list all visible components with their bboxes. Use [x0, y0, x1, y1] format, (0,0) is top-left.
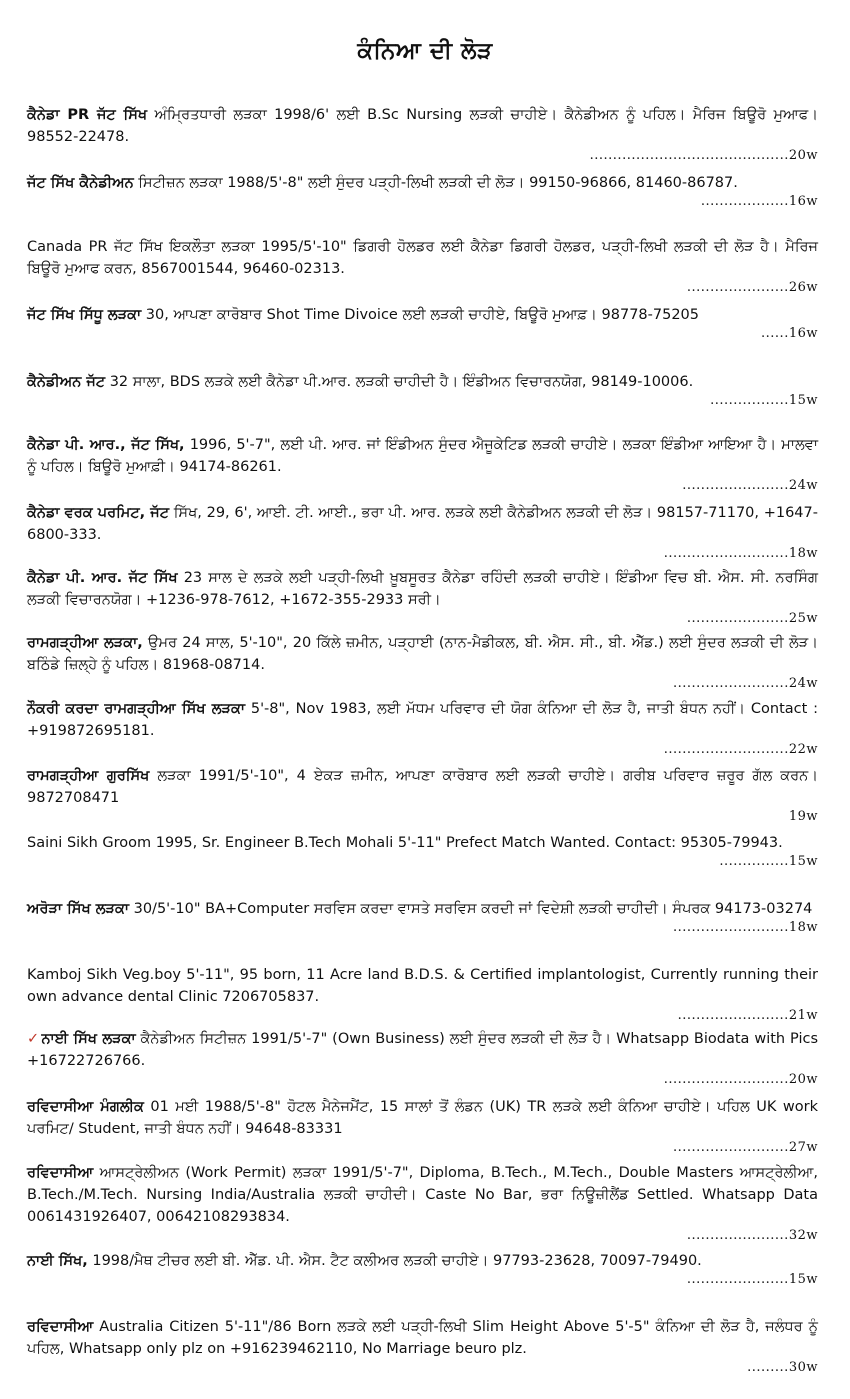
ad-code: ......................32w	[686, 1228, 818, 1243]
ad-code: .........30w	[747, 1360, 818, 1375]
ad-19	[27, 1316, 818, 1376]
ad-4	[27, 304, 818, 342]
ad-code: ...........................18w	[663, 546, 818, 561]
ad-10	[27, 698, 818, 758]
ad-text	[27, 371, 818, 393]
ad-text	[27, 632, 818, 676]
ad-lead: ਕੈਨੇਡਾ PR ਜੱਟ ਸਿੱਖ	[27, 107, 148, 123]
checkmark-icon: ✓	[27, 1031, 40, 1047]
ad-body: 1996, 5'-7", ਲਈ ਪੀ. ਆਰ. ਜਾਂ ਇੰਡੀਅਨ ਸੁੰਦਰ ਐਜੂਕੇਟਿਡ ਲੜਕੀ ਚਾਹੀਏ। ਲੜਕਾ ਇੰਡੀਆ ਆਇਆ ਹੈ। ਮਾਲਵਾ ਨੂੰ ਪਹਿਲ। ਬਿਊਰੋ ਮੁਆਫ਼ੀ। 94174-86261.	[27, 437, 819, 475]
ad-body: Canada PR ਜੱਟ ਸਿੱਖ ਇਕਲੌਤਾ ਲੜਕਾ 1995/5'-10" ਡਿਗਰੀ ਹੋਲਡਰ ਲਈ ਕੈਨੇਡਾ ਡਿਗਰੀ ਹੋਲਡਰ, ਪੜ੍ਹੀ-ਲਿਖੀ ਲੜਕੀ ਦੀ ਲੋੜ ਹੈ। ਮੈਰਿਜ ਬਿਊਰੋ ਮੁਆਫ ਕਰਨ, 8567001544, 96460-02313.	[27, 239, 818, 277]
ad-lead: ਕੈਨੇਡਾ ਵਰਕ ਪਰਮਿਟ, ਜੱਟ	[27, 505, 170, 521]
ad-code: .........................24w	[673, 676, 818, 691]
ad-3	[27, 236, 818, 296]
ad-body: Australia Citizen 5'-11"/86 Born ਲੜਕੇ ਲਈ ਪੜ੍ਹੀ-ਲਿਖੀ Slim Height Above 5'-5" ਕੰਨਿਆ ਦੀ ਲੋੜ ਹੈ, ਜਲੰਧਰ ਨੂੰ ਪਹਿਲ, Whatsapp only plz on +916239462110, No Marriage beuro plz.	[27, 1319, 818, 1357]
ad-text	[27, 832, 818, 854]
ad-code: .........................27w	[673, 1140, 818, 1155]
ad-body: Kamboj Sikh Veg.boy 5'-11", 95 born, 11 Acre land B.D.S. & Certified implantologist, Currently running their own advance dental Clinic 7206705837.	[27, 967, 818, 1005]
ad-code: 19w	[788, 809, 818, 824]
ad-code: ......................15w	[686, 1272, 818, 1287]
ad-text	[27, 898, 818, 920]
ad-code: .................15w	[710, 393, 818, 408]
ad-text	[27, 236, 818, 280]
ad-text	[27, 1162, 818, 1228]
ad-14	[27, 964, 818, 1024]
ad-body: 5'-8", Nov 1983, ਲਈ ਮੱਧਮ ਪਰਿਵਾਰ ਦੀ ਯੋਗ ਕੰਨਿਆ ਦੀ ਲੋੜ ਹੈ, ਜਾਤੀ ਬੰਧਨ ਨਹੀਂ। Contact : +919872695181.	[27, 701, 818, 739]
ad-9	[27, 632, 818, 692]
ad-text	[27, 1316, 818, 1360]
ad-text	[27, 172, 818, 194]
ad-text	[27, 698, 818, 742]
ad-code: ...........................22w	[663, 742, 818, 757]
ad-1	[27, 104, 818, 164]
ad-2	[27, 172, 818, 210]
ad-8	[27, 567, 818, 627]
ad-lead: ਅਰੋੜਾ ਸਿੱਖ ਲੜਕਾ	[27, 901, 129, 917]
ad-lead: ਕੈਨੇਡਾ ਪੀ. ਆਰ., ਜੱਟ ਸਿੱਖ,	[27, 437, 185, 453]
ad-text	[27, 434, 818, 478]
ad-code: ...........................................20w	[589, 148, 818, 163]
ad-body: 23 ਸਾਲ ਦੇ ਲੜਕੇ ਲਈ ਪੜ੍ਹੀ-ਲਿਖੀ ਖ਼ੂਬਸੂਰਤ ਕੈਨੇਡਾ ਰਹਿੰਦੀ ਲੜਕੀ ਚਾਹੀਏ। ਇੰਡੀਆ ਵਿਚ ਬੀ. ਐਸ. ਸੀ. ਨਰਸਿੰਗ ਲੜਕੀ ਵਿਚਾਰਨਯੋਗ। +1236-978-7612, +1672-355-2933 ਸਰੀ।	[27, 570, 818, 608]
ad-lead: ਰਵਿਦਾਸੀਆ ਮੰਗਲੀਕ	[27, 1099, 144, 1115]
ad-text	[27, 964, 818, 1008]
ad-lead: ਰਾਮਗੜ੍ਹੀਆ ਗੁਰਸਿੱਖ	[27, 768, 150, 784]
ad-lead: ਨੌਕਰੀ ਕਰਦਾ ਰਾਮਗੜ੍ਹੀਆ ਸਿੱਖ ਲੜਕਾ	[27, 701, 246, 717]
ad-16	[27, 1096, 818, 1156]
ad-code: .......................24w	[682, 478, 818, 493]
ad-body: 32 ਸਾਲਾ, BDS ਲੜਕੇ ਲਈ ਕੈਨੇਡਾ ਪੀ.ਆਰ. ਲੜਕੀ ਚਾਹੀਦੀ ਹੈ। ਇੰਡੀਅਨ ਵਿਚਾਰਨਯੋਗ, 98149-10006.	[105, 374, 694, 390]
ad-lead: ਨਾਈ ਸਿੱਖ ਲੜਕਾ	[41, 1031, 136, 1047]
ad-text	[27, 765, 818, 809]
ad-code: ......................26w	[686, 280, 818, 295]
ad-11	[27, 765, 818, 825]
ad-text	[27, 304, 818, 326]
ad-body: 30/5'-10" BA+Computer ਸਰਵਿਸ ਕਰਦਾ ਵਾਸਤੇ ਸਰਵਿਸ ਕਰਦੀ ਜਾਂ ਵਿਦੇਸ਼ੀ ਲੜਕੀ ਚਾਹੀਦੀ। ਸੰਪਰਕ 94173-03274	[129, 901, 813, 917]
ad-body: 30, ਆਪਣਾ ਕਾਰੋਬਾਰ Shot Time Divoice ਲਈ ਲੜਕੀ ਚਾਹੀਏ, ਬਿਊਰੋ ਮੁਆਫ਼। 98778-75205	[141, 307, 699, 323]
page-title: ਕੰਨਿਆ ਦੀ ਲੋੜ	[357, 38, 493, 64]
ad-15	[27, 1028, 818, 1088]
ad-code: ...........................20w	[663, 1072, 818, 1087]
ad-body: ਸਿਟੀਜ਼ਨ ਲੜਕਾ 1988/5'-8" ਲਈ ਸੁੰਦਰ ਪੜ੍ਹੀ-ਲਿਖੀ ਲੜਕੀ ਦੀ ਲੋੜ। 99150-96866, 81460-86787.	[133, 175, 738, 191]
ad-text	[27, 502, 818, 546]
ad-body: ਉਮਰ 24 ਸਾਲ, 5'-10", 20 ਕਿੱਲੇ ਜ਼ਮੀਨ, ਪੜ੍ਹਾਈ (ਨਾਨ-ਮੈਡੀਕਲ, ਬੀ. ਐਸ. ਸੀ., ਬੀ. ਐੱਡ.) ਲਈ ਸੁੰਦਰ ਲੜਕੀ ਦੀ ਲੋੜ। ਬਠਿੰਡੇ ਜ਼ਿਲ੍ਹੇ ਨੂੰ ਪਹਿਲ। 81968-08714.	[27, 635, 818, 673]
ad-body: Saini Sikh Groom 1995, Sr. Engineer B.Tech Mohali 5'-11" Prefect Match Wanted. Contact: 95305-79943.	[27, 835, 783, 851]
ad-body: ਅੰਮ੍ਰਿਤਧਾਰੀ ਲੜਕਾ 1998/6' ਲਈ B.Sc Nursing ਲੜਕੀ ਚਾਹੀਏ। ਕੈਨੇਡੀਅਨ ਨੂੰ ਪਹਿਲ। ਮੈਰਿਜ ਬਿਊਰੋ ਮੁਆਫ। 98552-22478.	[27, 107, 818, 145]
ad-lead: ਰਵਿਦਾਸੀਆ	[27, 1165, 94, 1181]
ad-text	[27, 1096, 818, 1140]
ad-text	[27, 1028, 818, 1072]
ad-code: ...............15w	[719, 854, 818, 869]
ad-lead: ਕੈਨੇਡੀਅਨ ਜੱਟ	[27, 374, 106, 390]
ad-5	[27, 371, 818, 409]
ad-body: ਕੈਨੇਡੀਅਨ ਸਿਟੀਜ਼ਨ 1991/5'-7" (Own Business) ਲਈ ਸੁੰਦਰ ਲੜਕੀ ਦੀ ਲੋੜ ਹੈ। Whatsapp Biodata with Pics +16722726766.	[27, 1031, 818, 1069]
ad-lead: ਜੱਟ ਸਿੱਖ ਕੈਨੇਡੀਅਨ	[27, 175, 134, 191]
ad-code: ...................16w	[700, 194, 818, 209]
ad-18	[27, 1250, 818, 1288]
ad-text	[27, 104, 818, 148]
ad-body: 1998/ਮੈਥ ਟੀਚਰ ਲਈ ਬੀ. ਐੱਡ. ਪੀ. ਐਸ. ਟੈਟ ਕਲੀਅਰ ਲੜਕੀ ਚਾਹੀਏ। 97793-23628, 70097-79490.	[87, 1253, 702, 1269]
ad-body: ਲੜਕਾ 1991/5'-10", 4 ਏਕੜ ਜ਼ਮੀਨ, ਆਪਣਾ ਕਾਰੋਬਾਰ ਲਈ ਲੜਕੀ ਚਾਹੀਏ। ਗਰੀਬ ਪਰਿਵਾਰ ਜ਼ਰੂਰ ਗੱਲ ਕਰਨ। 9872708471	[27, 768, 818, 806]
ad-text	[27, 1250, 818, 1272]
ad-code: .........................18w	[673, 920, 818, 935]
ad-code: ......16w	[761, 326, 818, 341]
ad-lead: ਜੱਟ ਸਿੱਖ ਸਿੱਧੂ ਲੜਕਾ	[27, 307, 142, 323]
ad-code: ......................25w	[686, 611, 818, 626]
ad-body: ਸਿੱਖ, 29, 6', ਆਈ. ਟੀ. ਆਈ., ਭਰਾ ਪੀ. ਆਰ. ਲੜਕੇ ਲਈ ਕੈਨੇਡੀਅਨ ਲੜਕੀ ਦੀ ਲੋੜ। 98157-71170, +1647-6800-333.	[27, 505, 818, 543]
ad-lead: ਨਾਈ ਸਿੱਖ,	[27, 1253, 88, 1269]
ad-lead: ਰਵਿਦਾਸੀਆ	[27, 1319, 94, 1335]
ad-lead: ਕੈਨੇਡਾ ਪੀ. ਆਰ. ਜੱਟ ਸਿੱਖ	[27, 570, 178, 586]
ad-code: ........................21w	[677, 1008, 818, 1023]
ad-body: 01 ਮਈ 1988/5'-8" ਹੋਟਲ ਮੈਨੇਜਮੈਂਟ, 15 ਸਾਲਾਂ ਤੋਂ ਲੰਡਨ (UK) TR ਲੜਕੇ ਲਈ ਕੰਨਿਆ ਚਾਹੀਏ। ਪਹਿਲ UK work ਪਰਮਿਟ/ Student, ਜਾਤੀ ਬੰਧਨ ਨਹੀਂ। 94648-83331	[27, 1099, 818, 1137]
ad-12	[27, 832, 818, 870]
ad-6	[27, 434, 818, 494]
ad-body: ਆਸਟ੍ਰੇਲੀਅਨ (Work Permit) ਲੜਕਾ 1991/5'-7", Diploma, B.Tech., M.Tech., Double Masters ਆਸਟ੍ਰੇਲੀਆ, B.Tech./M.Tech. Nursing India/Australia ਲੜਕੀ ਚਾਹੀਦੀ। Caste No Bar, ਭਰਾ ਨਿਊਜ਼ੀਲੈਂਡ Settled. Whatsapp Data 0061431926407, 00642108293834.	[27, 1165, 818, 1225]
ad-17	[27, 1162, 818, 1244]
ad-7	[27, 502, 818, 562]
ad-13	[27, 898, 818, 936]
ad-text	[27, 567, 818, 611]
ad-lead: ਰਾਮਗੜ੍ਹੀਆ ਲੜਕਾ,	[27, 635, 143, 651]
